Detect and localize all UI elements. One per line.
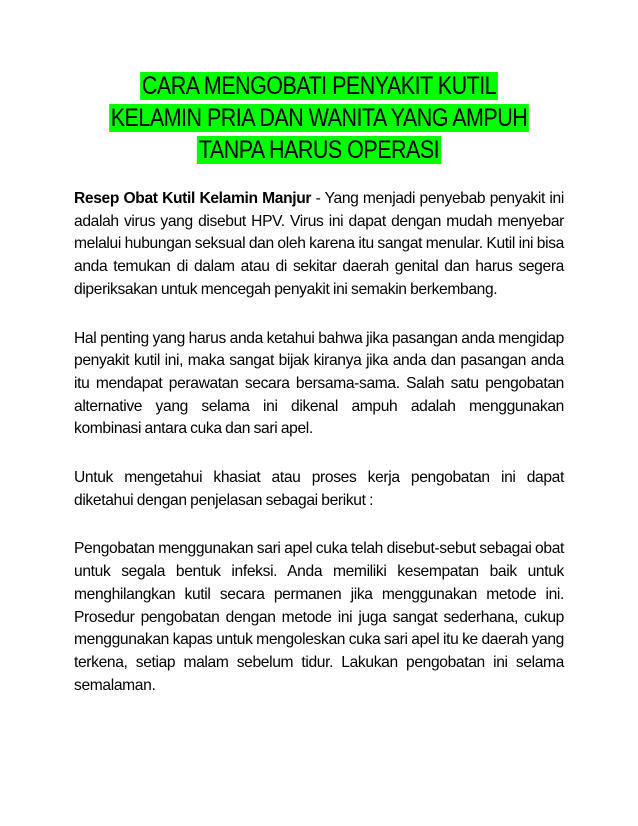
title-highlight: CARA MENGOBATI PENYAKIT KUTIL [141,72,497,100]
title-highlight: KELAMIN PRIA DAN WANITA YANG AMPUH [110,104,528,132]
lead-phrase: Resep Obat Kutil Kelamin Manjur [74,190,312,207]
title-line [108,102,529,134]
title-line [108,134,529,166]
paragraph-text: Pengobatan menggunakan sari apel cuka telah disebut-sebut sebagai obat untuk segala bentuk infeksi. Anda memiliki kesempatan baik untuk menghilangkan kutil secara permanen jika menggunakan metode ini. Prosedur pengobatan dengan metode ini juga sangat sederhana, cukup menggunakan kapas untuk mengoleskan cuka sari apel itu ke daerah yang terkena, setiap malam sebelum tidur. Lakukan pengobatan ini selama semalaman. [74,540,564,694]
paragraph-intro [74,188,564,302]
paragraph-text: Hal penting yang harus anda ketahui bahwa jika pasangan anda mengidap penyakit kutil ini, maka sangat bijak kiranya jika anda dan pasangan anda itu mendapat perawatan secara bersama-sama. Salah satu pengobatan alternative yang selama ini dikenal ampuh adalah menggunakan kombinasi antara cuka dan sari apel. [74,329,564,438]
article-body [74,188,564,723]
paragraph-text: - Yang menjadi penyebab penyakit ini adalah virus yang disebut HPV. Virus ini dapat dengan mudah menyebar melalui hubungan seksual dan oleh karena itu sangat menular. Kutil ini bisa anda temukan di dalam atau di sekitar daerah genital dan harus segera diperiksakan untuk mencegah penyakit ini semakin berkembang. [74,190,564,298]
paragraph-apple-cider-method [74,538,564,697]
paragraph-explanation-intro [74,467,564,512]
page-title [108,70,529,166]
title-highlight: TANPA HARUS OPERASI [198,136,440,164]
paragraph-partner-treatment [74,328,564,442]
paragraph-text: Untuk mengetahui khasiat atau proses kerja pengobatan ini dapat diketahui dengan penjelasan sebagai berikut : [74,469,564,509]
title-line [108,70,529,102]
